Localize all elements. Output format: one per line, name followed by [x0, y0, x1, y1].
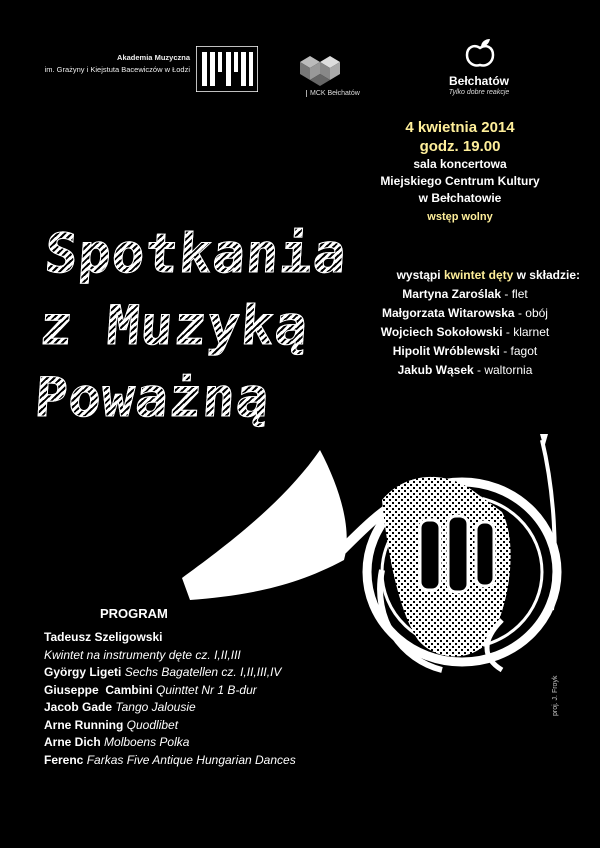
program-composer: Ferenc: [44, 752, 84, 767]
performer-name: Martyna Zaroślak: [402, 287, 502, 301]
performer-instrument: - fagot: [503, 344, 538, 358]
performer-row: [350, 304, 580, 323]
program-item: [44, 664, 464, 682]
title-line-1: Spotkania: [43, 218, 350, 290]
program-list: [44, 629, 464, 769]
program-composer: Tadeusz Szeligowski: [44, 630, 163, 644]
performer-row: [350, 342, 580, 361]
venue-line-3: w Bełchatowie: [418, 191, 502, 205]
performer-row: [350, 285, 580, 304]
title-line-3: Poważną: [32, 362, 339, 434]
program-composer: Arne Dich: [44, 735, 101, 749]
program-work: Quinttet Nr 1 B-dur: [156, 682, 257, 697]
program-item: [44, 734, 464, 752]
venue-line-2: Miejskiego Centrum Kultury: [380, 174, 540, 188]
program-item: [44, 752, 464, 770]
program-work: Quodlibet: [126, 717, 179, 732]
performers-intro: [350, 266, 580, 285]
city-name: Bełchatów: [448, 74, 509, 88]
academy-line-1: Akademia Muzyczna: [117, 53, 190, 62]
program-item: [44, 699, 464, 717]
performer-name: Małgorzata Witarowska: [382, 306, 515, 320]
intro-prefix: wystąpi: [396, 268, 441, 282]
program-work: Molboens Polka: [104, 735, 190, 749]
performer-name: Wojciech Sokołowski: [380, 325, 503, 339]
program-item: [44, 717, 464, 735]
mck-label: MCK Bełchatów: [306, 90, 360, 97]
performer-row: [350, 323, 580, 342]
program-work: Sechs Bagatellen cz. I,II,III,IV: [124, 665, 282, 679]
design-credit: proj. J. Froyk: [552, 675, 559, 716]
program-work: Tango Jalousie: [115, 700, 196, 714]
event-info: [360, 118, 560, 227]
program-composer: Jacob Gade: [44, 700, 113, 714]
program-composer: Giuseppe Cambini: [44, 682, 153, 697]
belchatow-apple-logo: [464, 38, 496, 68]
program-item: [44, 647, 464, 665]
program-work: Kwintet na instrumenty dęte cz. I,II,III: [44, 647, 241, 662]
program-work: Farkas Five Antique Hungarian Dances: [86, 752, 296, 767]
venue-line-1: sala koncertowa: [413, 157, 507, 171]
program-item: [44, 682, 464, 700]
program-heading: PROGRAM: [100, 606, 168, 621]
academy-line-2: im. Grażyny i Kiejstuta Bacewiczów w Łodzi: [44, 65, 190, 74]
performer-instrument: - flet: [504, 287, 528, 301]
academy-logo: [196, 46, 258, 92]
event-date: 4 kwietnia 2014: [405, 119, 515, 136]
title-line-2: z Muzyką: [37, 290, 344, 362]
city-tagline: Tylko dobre reakcje: [448, 89, 510, 96]
performer-name: Hipolit Wróblewski: [392, 344, 500, 358]
intro-suffix: w składzie:: [516, 268, 580, 282]
performer-row: [350, 361, 580, 380]
performers: [350, 266, 580, 380]
performer-name: Jakub Wąsek: [397, 363, 474, 377]
performer-instrument: - obój: [517, 306, 548, 320]
performer-instrument: - klarnet: [505, 325, 550, 339]
program-item: [44, 629, 464, 647]
intro-highlight: kwintet dęty: [443, 268, 514, 282]
event-time: godz. 19.00: [419, 138, 501, 155]
performer-instrument: - waltornia: [477, 363, 533, 377]
academy-name: [40, 52, 190, 76]
program-composer: Arne Running: [44, 717, 124, 732]
admission: wstęp wolny: [427, 211, 493, 223]
program-composer: György Ligeti: [44, 665, 122, 679]
